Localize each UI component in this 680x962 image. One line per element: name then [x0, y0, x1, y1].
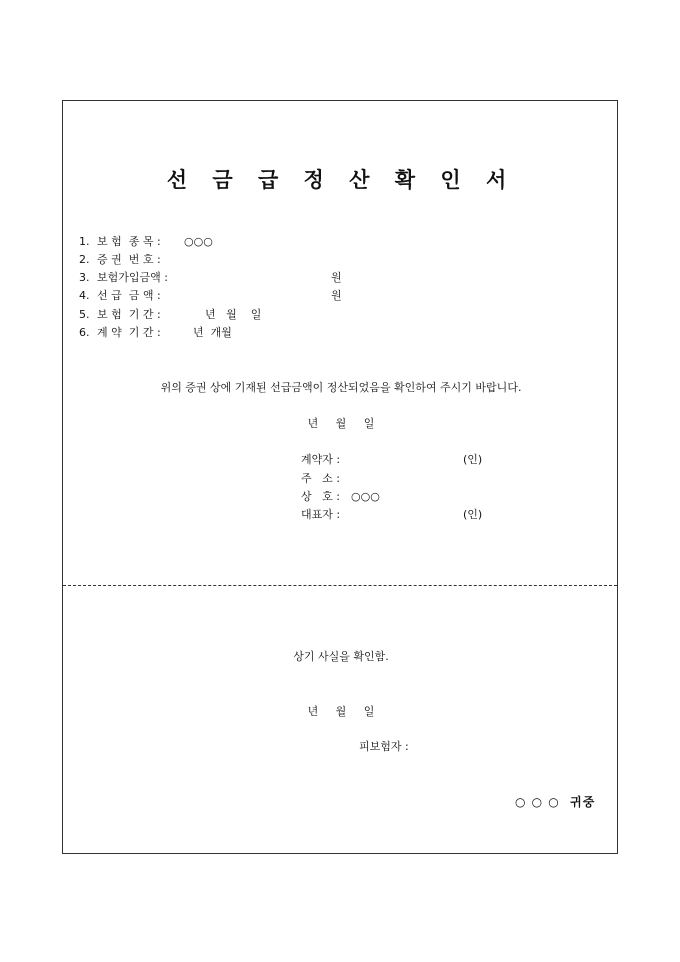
item-label: 계 약 기 간 :	[97, 326, 161, 339]
item-number: 2.	[79, 253, 90, 266]
item-value: 년 월 일	[205, 308, 262, 321]
item-unit: 원	[331, 289, 342, 302]
date-line-top: 년 월 일	[307, 417, 375, 430]
signer-label: 대표자 :	[301, 508, 341, 521]
document-frame	[62, 100, 618, 854]
item-label: 선 급 금 액 :	[97, 289, 161, 302]
signer-label: 상 호 :	[301, 490, 340, 503]
seal-mark: (인)	[463, 453, 483, 466]
item-value: ○○○	[184, 235, 213, 248]
seal-mark: (인)	[463, 508, 483, 521]
signer-label: 주 소 :	[301, 472, 340, 485]
signer-label: 계약자 :	[301, 453, 341, 466]
item-label: 증 권 번 호 :	[97, 253, 161, 266]
item-number: 4.	[79, 289, 90, 302]
signer-representative	[301, 508, 483, 564]
cut-line	[63, 585, 617, 586]
signer-value: ○○○	[351, 490, 380, 503]
item-value: 년 개월	[193, 326, 232, 339]
insured-label: 피보험자 :	[359, 740, 409, 753]
item-label: 보험가입금액 :	[97, 271, 168, 284]
statement-text: 위의 증권 상에 기재된 선급금액이 정산되었음을 확인하여 주시기 바랍니다.	[160, 381, 522, 394]
item-label: 보 험 종 목 :	[97, 235, 161, 248]
item-number: 1.	[79, 235, 90, 248]
item-number: 6.	[79, 326, 90, 339]
document-title: 선 금 급 정 산 확 인 서	[166, 168, 516, 192]
date-line-bottom: 년 월 일	[307, 705, 375, 718]
confirm-text: 상기 사실을 확인함.	[293, 650, 389, 663]
recipient-text: ○ ○ ○ 귀중	[515, 795, 596, 809]
item-number: 5.	[79, 308, 90, 321]
item-number: 3.	[79, 271, 90, 284]
item-unit: 원	[331, 271, 342, 284]
item-label: 보 험 기 간 :	[97, 308, 161, 321]
